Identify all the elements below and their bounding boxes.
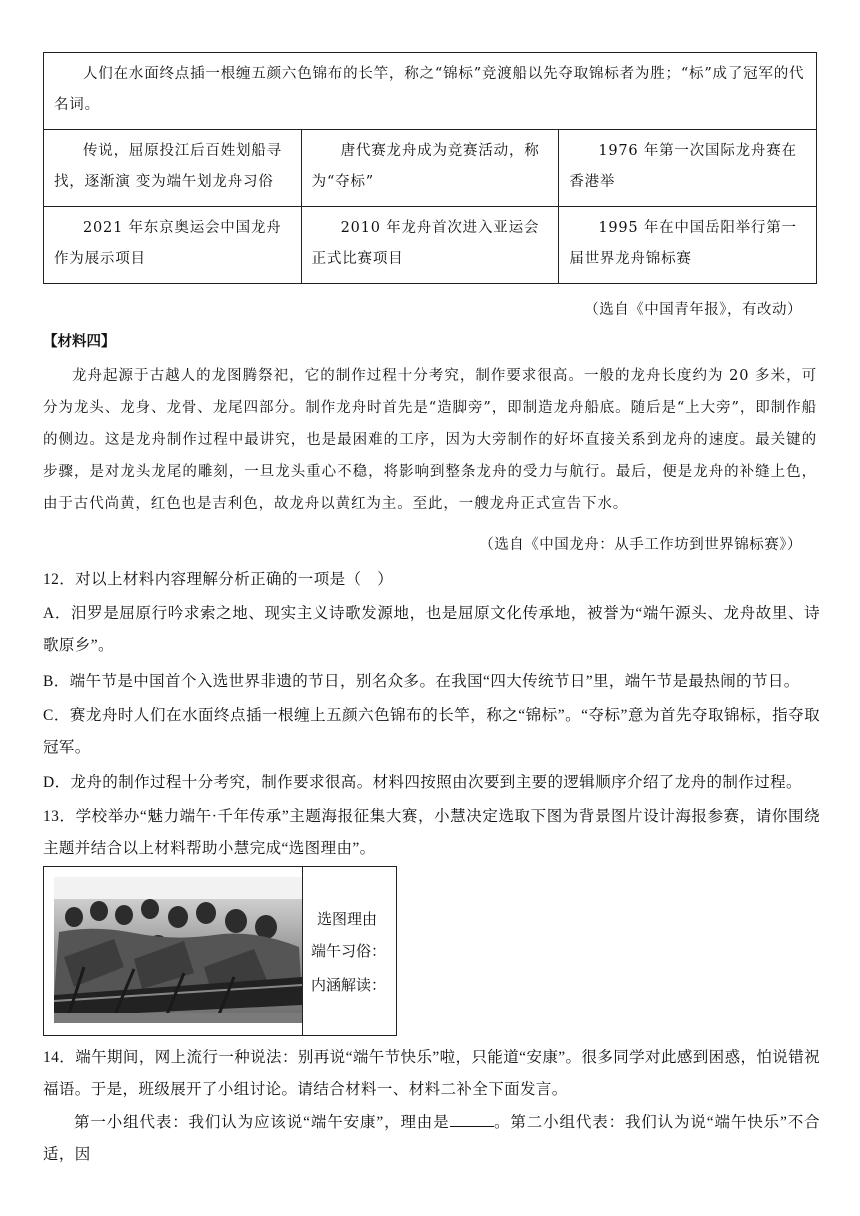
table-row bbox=[44, 207, 817, 284]
question-12-stem: 12．对以上材料内容理解分析正确的一项是（ ） bbox=[43, 571, 394, 588]
question-13-stem: 13．学校举办“魅力端午·千年传承”主题海报征集大赛，小慧决定选取下图为背景图片设计海报参赛，请你围绕主题并结合以上材料帮助小慧完成“选图理由”。 bbox=[43, 808, 820, 857]
table-cell: 传说，屈原投江后百姓划船寻找，逐渐演 变为端午划龙舟习俗 bbox=[44, 130, 302, 207]
table-cell: 1976 年第一次国际龙舟赛在香港举 bbox=[559, 130, 817, 207]
option-a: A．汨罗是屈原行吟求索之地、现实主义诗歌发源地，也是屈原文化传承地，被誉为“端午源头、龙舟故里、诗歌原乡”。 bbox=[43, 605, 820, 654]
option-d: D．龙舟的制作过程十分考究，制作要求很高。材料四按照由次要到主要的逻辑顺序介绍了龙舟的制作过程。 bbox=[43, 774, 802, 791]
option-c: C．赛龙舟时人们在水面终点插一根缠上五颜六色锦布的长竿，称之“锦标”。“夺标”意为首先夺取锦标，指夺取冠军。 bbox=[43, 707, 820, 756]
label-reason: 选图理由 bbox=[317, 912, 378, 928]
material-paragraph: 龙舟起源于古越人的龙图腾祭祀，它的制作过程十分考究，制作要求很高。一般的龙舟长度约为 20 多米，可分为龙头、龙身、龙骨、龙尾四部分。制作龙舟时首先是“造脚旁”，即制造龙舟船底。随后是“上大旁”，即制作船的侧边。这是龙舟制作过程中最讲究，也是最困难的工序，因为大旁制作的好坏直接关系到龙舟的速度。最关键的步骤，是对龙头龙尾的雕刻，一旦龙头重心不稳，将影响到整条龙舟的受力与航行。最后，便是龙舟的补缝上色，由于古代尚黄，红色也是吉利色，故龙舟以黄红为主。至此，一艘龙舟正式宣告下水。 bbox=[43, 368, 817, 512]
label-meaning: 内涵解读： bbox=[311, 978, 387, 994]
box-divider bbox=[302, 867, 303, 1035]
dragon-boat-photo bbox=[54, 877, 302, 1023]
table-row-lead: 人们在水面终点插一根缠五颜六色锦布的长竿，称之“锦标”竞渡船以先夺取锦标者为胜；“标”成了冠军的代名词。 bbox=[44, 53, 817, 130]
source-citation: （选自《中国青年报》，有改动） bbox=[584, 302, 802, 318]
label-custom: 端午习俗： bbox=[311, 944, 387, 960]
table-cell: 1995 年在中国岳阳举行第一届世界龙舟锦标赛 bbox=[559, 207, 817, 284]
table-cell: 2021 年东京奥运会中国龙舟作为展示项目 bbox=[44, 207, 302, 284]
table-cell: 2010 年龙舟首次进入亚运会正式比赛项目 bbox=[301, 207, 559, 284]
table-cell: 唐代赛龙舟成为竞赛活动，称为“夺标” bbox=[301, 130, 559, 207]
speech-part-2: 。第二小组代表：我们认为说“端午快乐”不合适，因 bbox=[43, 1114, 820, 1163]
group-speech-line bbox=[43, 1107, 820, 1171]
source-citation: （选自《中国龙舟：从手工作坊到世界锦标赛》） bbox=[479, 537, 802, 553]
timeline-table bbox=[43, 52, 817, 284]
answer-blank[interactable] bbox=[450, 1110, 494, 1127]
question-14-stem: 14．端午期间，网上流行一种说法：别再说“端午节快乐”啦，只能道“安康”。很多同学对此感到困惑，怕说错祝福语。于是，班级展开了小组讨论。请结合材料一、材料二补全下面发言。 bbox=[43, 1049, 820, 1098]
option-b: B．端午节是中国首个入选世界非遗的节日，别名众多。在我国“四大传统节日”里，端午节是最热闹的节日。 bbox=[43, 673, 800, 690]
speech-part-1: 第一小组代表：我们认为应该说“端午安康”，理由是 bbox=[74, 1114, 450, 1131]
table-row bbox=[44, 130, 817, 207]
material-heading: 【材料四】 bbox=[43, 333, 116, 350]
